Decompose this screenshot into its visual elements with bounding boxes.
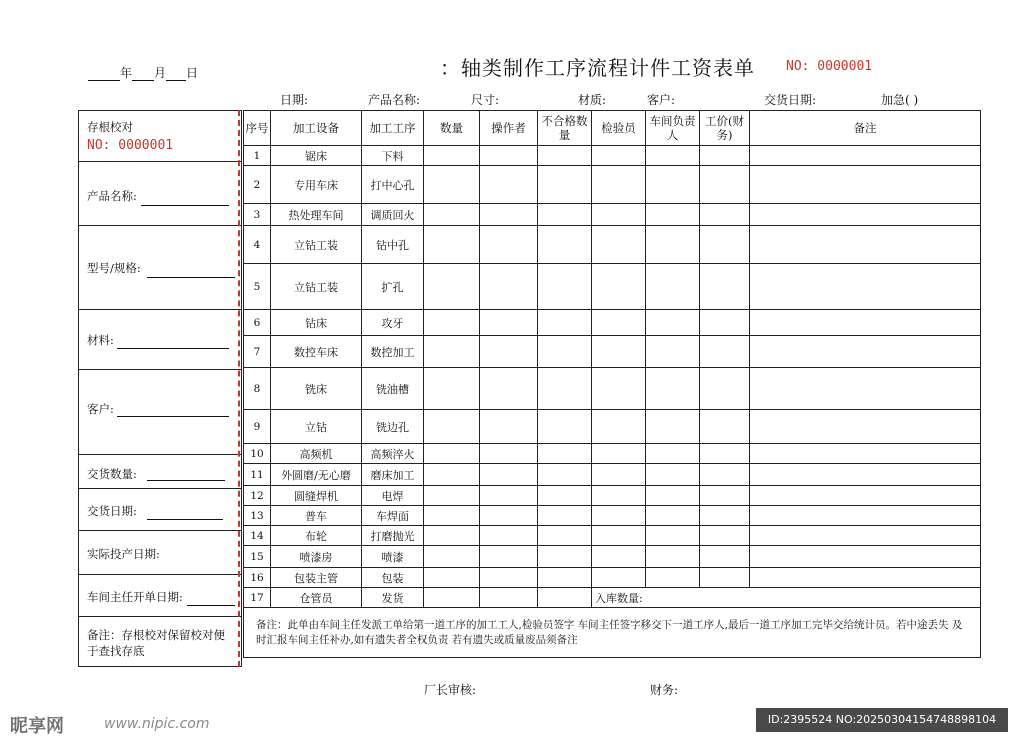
row-seq: 16 (244, 568, 271, 588)
row-inspector-cell[interactable] (592, 336, 646, 368)
row-workshop-lead-cell[interactable] (646, 204, 700, 226)
stub-delivery-date-line[interactable] (147, 519, 223, 520)
row-seq: 6 (244, 310, 271, 336)
row-seq: 8 (244, 368, 271, 410)
row-process: 扩孔 (362, 264, 424, 310)
row-unit-price-cell[interactable] (700, 204, 750, 226)
row-remarks-cell[interactable] (750, 226, 981, 264)
row-process: 电焊 (362, 486, 424, 506)
row-remarks-cell[interactable] (750, 568, 981, 588)
row-process: 喷漆 (362, 546, 424, 568)
row-quantity-cell[interactable] (424, 410, 480, 444)
row-operator-cell[interactable] (480, 568, 538, 588)
row-operator-cell[interactable] (480, 464, 538, 486)
row-workshop-lead-cell[interactable] (646, 410, 700, 444)
row-seq: 11 (244, 464, 271, 486)
stock-qty-cell[interactable] (592, 588, 981, 608)
finance-label: 财务: (650, 683, 679, 697)
row-defect-qty-cell[interactable] (538, 506, 592, 526)
row-unit-price-cell[interactable] (700, 336, 750, 368)
row-inspector-cell[interactable] (592, 226, 646, 264)
row-operator-cell[interactable] (480, 336, 538, 368)
row-operator-cell[interactable] (480, 546, 538, 568)
row-equipment: 立钻工装 (271, 226, 362, 264)
row-inspector-cell[interactable] (592, 146, 646, 166)
row-defect-qty-cell[interactable] (538, 310, 592, 336)
table-note: 备注：此单由车间主任发派工单给第一道工序的加工工人,检验员签字 车间主任签字移交下一道工序人,最后一道工序加工完毕交给统计员。若中途丢失 及时汇报车间主任补办,如有遗失者全权负责 若有遗失或质量废品须备注 (244, 608, 981, 658)
watermark-id-bar: ID:2395524 NO:20250304154748898104 (756, 708, 1008, 732)
year-label: 年 (120, 66, 133, 80)
table-header-row (244, 111, 981, 146)
row-operator-cell[interactable] (480, 368, 538, 410)
row-inspector-cell[interactable] (592, 310, 646, 336)
stub-material-cell[interactable] (79, 310, 241, 370)
row-unit-price-cell[interactable] (700, 486, 750, 506)
row-unit-price-cell[interactable] (700, 310, 750, 336)
table-row (244, 368, 981, 410)
col-header-workshop-lead: 车间负责人 (646, 111, 700, 146)
row-process: 高频淬火 (362, 444, 424, 464)
table-row (244, 444, 981, 464)
row-defect-qty-cell[interactable] (538, 166, 592, 204)
table-row (244, 588, 981, 608)
table-row (244, 486, 981, 506)
table-row (244, 546, 981, 568)
stub-model-label: 型号/规格: (87, 261, 141, 275)
row-inspector-cell[interactable] (592, 444, 646, 464)
row-defect-qty-cell[interactable] (538, 568, 592, 588)
row-unit-price-cell[interactable] (700, 146, 750, 166)
row-unit-price-cell[interactable] (700, 506, 750, 526)
table-row (244, 568, 981, 588)
row-operator-cell[interactable] (480, 588, 538, 608)
row-remarks-cell[interactable] (750, 336, 981, 368)
row-seq: 2 (244, 166, 271, 204)
row-remarks-cell[interactable] (750, 264, 981, 310)
col-header-defect-qty: 不合格数量 (538, 111, 592, 146)
row-seq: 3 (244, 204, 271, 226)
stub-start-date-label: 实际投产日期: (87, 547, 160, 561)
row-remarks-cell[interactable] (750, 506, 981, 526)
stub-header-cell (79, 111, 241, 162)
row-remarks-cell[interactable] (750, 368, 981, 410)
row-unit-price-cell[interactable] (700, 526, 750, 546)
stub-delivery-date-label: 交货日期: (87, 504, 137, 518)
size-field-label: 尺寸: (471, 93, 500, 107)
month-label: 月 (154, 66, 167, 80)
row-equipment: 立钻工装 (271, 264, 362, 310)
year-blank[interactable] (88, 68, 120, 81)
stub-serial-number: NO: 0000001 (87, 138, 174, 153)
row-quantity-cell[interactable] (424, 506, 480, 526)
row-equipment: 包装主管 (271, 568, 362, 588)
row-remarks-cell[interactable] (750, 146, 981, 166)
row-equipment: 仓管员 (271, 588, 362, 608)
col-header-remarks: 备注 (750, 111, 981, 146)
col-header-inspector: 检验员 (592, 111, 646, 146)
factory-manager-review-label: 厂长审核: (424, 683, 477, 697)
row-process: 磨床加工 (362, 464, 424, 486)
row-unit-price-cell[interactable] (700, 568, 750, 588)
row-process: 钻中孔 (362, 226, 424, 264)
table-row (244, 166, 981, 204)
table-body (244, 146, 981, 608)
row-operator-cell[interactable] (480, 526, 538, 546)
row-operator-cell[interactable] (480, 146, 538, 166)
row-equipment: 数控车床 (271, 336, 362, 368)
row-equipment: 铣床 (271, 368, 362, 410)
stub-delivery-qty-cell[interactable] (79, 455, 241, 489)
col-header-equipment: 加工设备 (271, 111, 362, 146)
day-label: 日 (186, 66, 199, 80)
table-row (244, 204, 981, 226)
process-table (243, 110, 981, 658)
row-defect-qty-cell[interactable] (538, 410, 592, 444)
date-line (88, 64, 198, 81)
row-process: 攻牙 (362, 310, 424, 336)
day-blank[interactable] (166, 68, 186, 81)
row-process: 包装 (362, 568, 424, 588)
row-unit-price-cell[interactable] (700, 410, 750, 444)
stub-delivery-date-cell[interactable] (79, 489, 241, 531)
row-unit-price-cell[interactable] (700, 264, 750, 310)
row-quantity-cell[interactable] (424, 526, 480, 546)
row-operator-cell[interactable] (480, 264, 538, 310)
stub-start-date-cell[interactable] (79, 531, 241, 575)
stub-panel (78, 110, 242, 667)
row-inspector-cell[interactable] (592, 526, 646, 546)
col-header-quantity: 数量 (424, 111, 480, 146)
row-process: 铣油槽 (362, 368, 424, 410)
row-process: 车焊面 (362, 506, 424, 526)
serial-number: NO: 0000001 (786, 59, 873, 74)
row-defect-qty-cell[interactable] (538, 464, 592, 486)
row-defect-qty-cell[interactable] (538, 226, 592, 264)
row-inspector-cell[interactable] (592, 568, 646, 588)
row-workshop-lead-cell[interactable] (646, 264, 700, 310)
stub-open-date-label: 车间主任开单日期: (87, 590, 183, 604)
row-workshop-lead-cell[interactable] (646, 444, 700, 464)
stub-product-name-label: 产品名称: (87, 189, 137, 203)
row-inspector-cell[interactable] (592, 368, 646, 410)
row-quantity-cell[interactable] (424, 546, 480, 568)
row-defect-qty-cell[interactable] (538, 444, 592, 464)
stub-delivery-qty-line[interactable] (147, 480, 225, 481)
row-workshop-lead-cell[interactable] (646, 146, 700, 166)
row-quantity-cell[interactable] (424, 146, 480, 166)
row-defect-qty-cell[interactable] (538, 526, 592, 546)
row-remarks-cell[interactable] (750, 464, 981, 486)
row-inspector-cell[interactable] (592, 506, 646, 526)
row-equipment: 布轮 (271, 526, 362, 546)
row-workshop-lead-cell[interactable] (646, 486, 700, 506)
row-remarks-cell[interactable] (750, 546, 981, 568)
row-equipment: 专用车床 (271, 166, 362, 204)
row-inspector-cell[interactable] (592, 486, 646, 506)
row-inspector-cell[interactable] (592, 204, 646, 226)
form-title: ：轴类制作工序流程计件工资表单 (440, 56, 755, 80)
row-process: 打磨抛光 (362, 526, 424, 546)
row-seq: 12 (244, 486, 271, 506)
stub-material-label: 材料: (87, 333, 114, 347)
row-quantity-cell[interactable] (424, 204, 480, 226)
row-unit-price-cell[interactable] (700, 444, 750, 464)
row-seq: 5 (244, 264, 271, 310)
table-row (244, 464, 981, 486)
row-defect-qty-cell[interactable] (538, 546, 592, 568)
table-row (244, 410, 981, 444)
row-operator-cell[interactable] (480, 310, 538, 336)
row-operator-cell[interactable] (480, 410, 538, 444)
row-inspector-cell[interactable] (592, 464, 646, 486)
date-field-label: 日期: (280, 93, 309, 107)
row-inspector-cell[interactable] (592, 410, 646, 444)
row-operator-cell[interactable] (480, 444, 538, 464)
row-workshop-lead-cell[interactable] (646, 310, 700, 336)
row-operator-cell[interactable] (480, 506, 538, 526)
row-operator-cell[interactable] (480, 226, 538, 264)
row-inspector-cell[interactable] (592, 166, 646, 204)
row-inspector-cell[interactable] (592, 546, 646, 568)
stub-product-name-cell[interactable] (79, 162, 241, 226)
row-remarks-cell[interactable] (750, 204, 981, 226)
row-defect-qty-cell[interactable] (538, 204, 592, 226)
row-operator-cell[interactable] (480, 486, 538, 506)
row-process: 发货 (362, 588, 424, 608)
stock-qty-label: 入库数量: (595, 591, 643, 605)
row-defect-qty-cell[interactable] (538, 368, 592, 410)
row-process: 下料 (362, 146, 424, 166)
row-equipment: 锯床 (271, 146, 362, 166)
col-header-operator: 操作者 (480, 111, 538, 146)
row-equipment: 钻床 (271, 310, 362, 336)
row-remarks-cell[interactable] (750, 486, 981, 506)
stub-delivery-qty-label: 交货数量: (87, 467, 137, 481)
row-quantity-cell[interactable] (424, 226, 480, 264)
col-header-seq: 序号 (244, 111, 271, 146)
row-defect-qty-cell[interactable] (538, 486, 592, 506)
row-seq: 15 (244, 546, 271, 568)
table-row (244, 506, 981, 526)
row-remarks-cell[interactable] (750, 166, 981, 204)
customer-field-label: 客户: (647, 93, 676, 107)
row-quantity-cell[interactable] (424, 336, 480, 368)
row-unit-price-cell[interactable] (700, 546, 750, 568)
stub-customer-cell[interactable] (79, 370, 241, 455)
table-row (244, 146, 981, 166)
table-row (244, 310, 981, 336)
row-equipment: 立钻 (271, 410, 362, 444)
row-unit-price-cell[interactable] (700, 368, 750, 410)
delivery-date-field-label: 交货日期: (764, 93, 817, 107)
row-workshop-lead-cell[interactable] (646, 526, 700, 546)
stub-title: 存根校对 (87, 120, 133, 134)
row-quantity-cell[interactable] (424, 486, 480, 506)
month-blank[interactable] (132, 68, 154, 81)
row-equipment: 高频机 (271, 444, 362, 464)
stub-model-cell[interactable] (79, 226, 241, 310)
row-process: 铣边孔 (362, 410, 424, 444)
row-quantity-cell[interactable] (424, 310, 480, 336)
row-remarks-cell[interactable] (750, 310, 981, 336)
row-quantity-cell[interactable] (424, 368, 480, 410)
table-row (244, 526, 981, 546)
table-note-row (244, 608, 981, 658)
row-workshop-lead-cell[interactable] (646, 166, 700, 204)
row-equipment: 普车 (271, 506, 362, 526)
stub-product-name-line[interactable] (141, 205, 229, 206)
row-equipment: 喷漆房 (271, 546, 362, 568)
stub-open-date-cell[interactable] (79, 575, 241, 617)
row-workshop-lead-cell[interactable] (646, 464, 700, 486)
row-defect-qty-cell[interactable] (538, 336, 592, 368)
row-process: 数控加工 (362, 336, 424, 368)
row-seq: 7 (244, 336, 271, 368)
row-seq: 14 (244, 526, 271, 546)
row-seq: 10 (244, 444, 271, 464)
row-inspector-cell[interactable] (592, 264, 646, 310)
table-row (244, 336, 981, 368)
row-seq: 4 (244, 226, 271, 264)
stub-note: 备注：存根校对保留校对便于查找存底 (87, 628, 225, 658)
row-quantity-cell[interactable] (424, 166, 480, 204)
row-workshop-lead-cell[interactable] (646, 546, 700, 568)
row-process: 调质回火 (362, 204, 424, 226)
row-workshop-lead-cell[interactable] (646, 506, 700, 526)
row-quantity-cell[interactable] (424, 444, 480, 464)
row-unit-price-cell[interactable] (700, 166, 750, 204)
urgent-field-label: 加急( ) (881, 93, 919, 107)
stub-note-cell (79, 617, 241, 666)
row-quantity-cell[interactable] (424, 568, 480, 588)
table-row (244, 226, 981, 264)
row-unit-price-cell[interactable] (700, 226, 750, 264)
row-workshop-lead-cell[interactable] (646, 226, 700, 264)
stub-open-date-line[interactable] (187, 605, 235, 606)
row-seq: 1 (244, 146, 271, 166)
row-quantity-cell[interactable] (424, 464, 480, 486)
row-workshop-lead-cell[interactable] (646, 336, 700, 368)
row-workshop-lead-cell[interactable] (646, 368, 700, 410)
row-defect-qty-cell[interactable] (538, 264, 592, 310)
row-defect-qty-cell[interactable] (538, 146, 592, 166)
stub-customer-line[interactable] (117, 416, 229, 417)
row-quantity-cell[interactable] (424, 264, 480, 310)
row-equipment: 外圆磨/无心磨 (271, 464, 362, 486)
row-workshop-lead-cell[interactable] (646, 568, 700, 588)
table-row (244, 264, 981, 310)
row-equipment: 热处理车间 (271, 204, 362, 226)
material-field-label: 材质: (578, 93, 607, 107)
stub-material-line[interactable] (117, 348, 229, 349)
row-defect-qty-cell[interactable] (538, 588, 592, 608)
row-remarks-cell[interactable] (750, 444, 981, 464)
row-equipment: 圆缝焊机 (271, 486, 362, 506)
row-quantity-cell[interactable] (424, 588, 480, 608)
stub-model-line[interactable] (147, 277, 235, 278)
row-seq: 9 (244, 410, 271, 444)
col-header-unit-price: 工价(财务) (700, 111, 750, 146)
col-header-process: 加工工序 (362, 111, 424, 146)
row-seq: 13 (244, 506, 271, 526)
stub-customer-label: 客户: (87, 402, 114, 416)
row-remarks-cell[interactable] (750, 410, 981, 444)
row-operator-cell[interactable] (480, 204, 538, 226)
row-operator-cell[interactable] (480, 166, 538, 204)
row-seq: 17 (244, 588, 271, 608)
watermark-site: 昵享网 (10, 716, 64, 737)
product-name-field-label: 产品名称: (368, 93, 421, 107)
row-process: 打中心孔 (362, 166, 424, 204)
perforation-line (238, 110, 240, 667)
row-remarks-cell[interactable] (750, 526, 981, 546)
row-unit-price-cell[interactable] (700, 464, 750, 486)
watermark-url: www.nipic.com (104, 716, 210, 732)
